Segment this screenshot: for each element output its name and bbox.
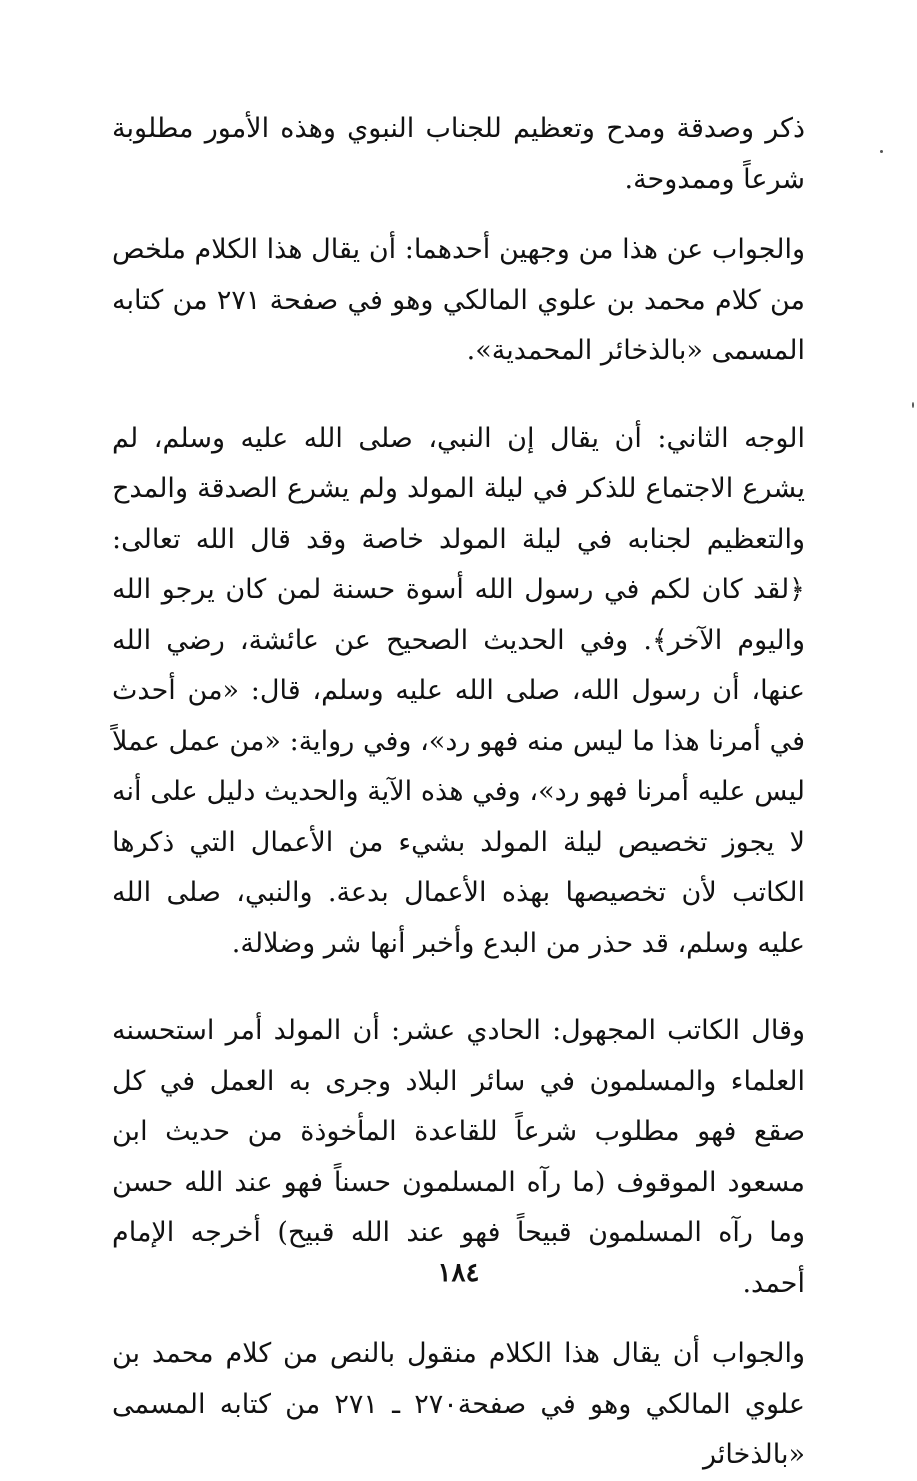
scan-speck: [880, 150, 883, 153]
scan-speck: [912, 402, 914, 408]
page-number: ١٨٤: [437, 1258, 480, 1288]
paragraph-2: والجواب عن هذا من وجهين أحدهما: أن يقال هذا الكلام ملخص من كلام محمد بن علوي المالكي وهو في صفحة ٢٧١ من كتابه المسمى «بالذخائر المحمدية».: [112, 234, 805, 366]
paragraph-3: الوجه الثاني: أن يقال إن النبي، صلى الله عليه وسلم، لم يشرع الاجتماع للذكر في ليلة المولد ولم يشرع الصدقة والمدح والتعظيم لجنابه في ليلة المولد خاصة وقد قال الله تعالى: ﴿لقد كان لكم في رسول الله أسوة حسنة لمن كان يرجو الله واليوم الآخر﴾. وفي الحديث الصحيح عن عائشة، رضي الله عنها، أن رسول الله، صلى الله عليه وسلم، قال: «من أحدث في أمرنا هذا ما ليس منه فهو رد»، وفي رواية: «من عمل عملاً ليس عليه أمرنا فهو رد»، وفي هذه الآية والحديث دليل على أنه لا يجوز تخصيص ليلة المولد بشيء من الأعمال التي ذكرها الكاتب لأن تخصيصها بهذه الأعمال بدعة. والنبي، صلى الله عليه وسلم، قد حذر من البدع وأخبر أنها شر وضلالة.: [112, 422, 805, 959]
paragraph-1: ذكر وصدقة ومدح وتعظيم للجناب النبوي وهذه الأمور مطلوبة شرعاً وممدوحة.: [112, 113, 805, 195]
paragraph-4: وقال الكاتب المجهول: الحادي عشر: أن المولد أمر استحسنه العلماء والمسلمون في سائر البلاد وجرى به العمل في كل صقع فهو مطلوب شرعاً للقاعدة المأخوذة من حديث ابن مسعود الموقوف (ما رآه المسلمون حسناً فهو عند الله حسن وما رآه المسلمون قبيحاً فهو عند الله قبيح) أخرجه الإمام أحمد.: [112, 1015, 805, 1299]
paragraph-5: والجواب أن يقال هذا الكلام منقول بالنص من كلام محمد بن علوي المالكي وهو في صفحة٢٧٠ ـ ٢٧١ من كتابه المسمى «بالذخائر: [112, 1338, 805, 1470]
